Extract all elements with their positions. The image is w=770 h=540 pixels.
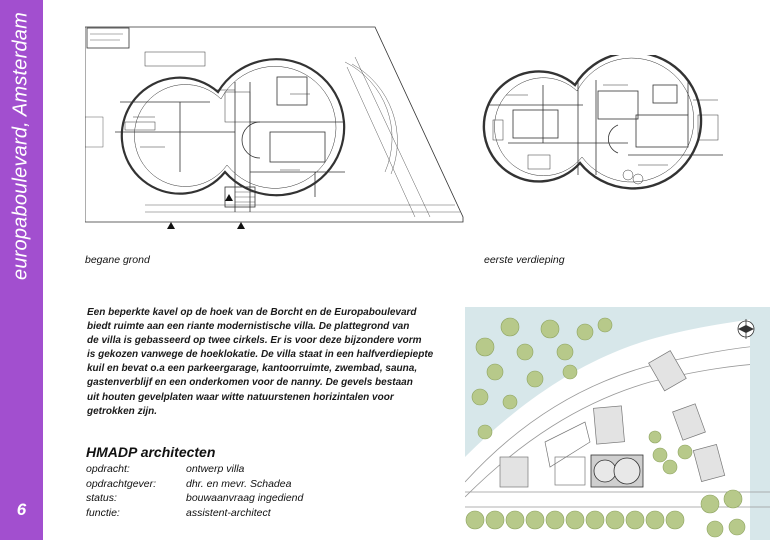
first-floor-plan (478, 55, 753, 195)
detail-value: dhr. en mevr. Schadea (186, 477, 292, 490)
detail-label: status: (86, 492, 117, 504)
ground-floor-plan (85, 22, 470, 234)
detail-label: opdrachtgever: (86, 477, 157, 490)
description-line: gastenverblijf en een onderkomen voor de nanny. De gevels bestaan (87, 377, 413, 389)
detail-value: ontwerp villa (186, 463, 245, 475)
description-line: biedt ruimte aan een riante modernistische villa. De plattegrond van (87, 321, 410, 333)
architect-office: HMADP architecten (86, 444, 216, 460)
page-number: 6 (16, 500, 27, 519)
site-plan (465, 307, 770, 540)
project-location-title: europaboulevard, Amsterdam (9, 12, 32, 280)
description-line: getrokken zijn. (87, 405, 158, 417)
detail-value: assistent-architect (186, 506, 271, 519)
description-line: de villa is gebasseerd op twee cirkels. Er is voor deze bijzondere vorm (87, 335, 422, 347)
description-line: uit houten gevelplaten waar witte natuurstenen horizintalen voor (87, 391, 394, 403)
sidebar (0, 0, 43, 540)
description-line: Een beperkte kavel op de hoek van de Borcht en de Europaboulevard (87, 307, 417, 318)
ground-floor-caption: begane grond (85, 254, 150, 266)
description-line: kuil en bevat o.a een parkeergarage, kantoorruimte, zwembad, sauna, (87, 363, 418, 375)
first-floor-caption: eerste verdieping (484, 254, 565, 266)
detail-value: bouwaanvraag ingediend (186, 492, 304, 504)
project-description (87, 306, 457, 419)
detail-label: opdracht: (86, 463, 130, 475)
description-line: is gekozen vanwege de hoeklokatie. De villa staat in een halfverdiepiepte (87, 349, 434, 361)
detail-label: functie: (86, 506, 120, 519)
